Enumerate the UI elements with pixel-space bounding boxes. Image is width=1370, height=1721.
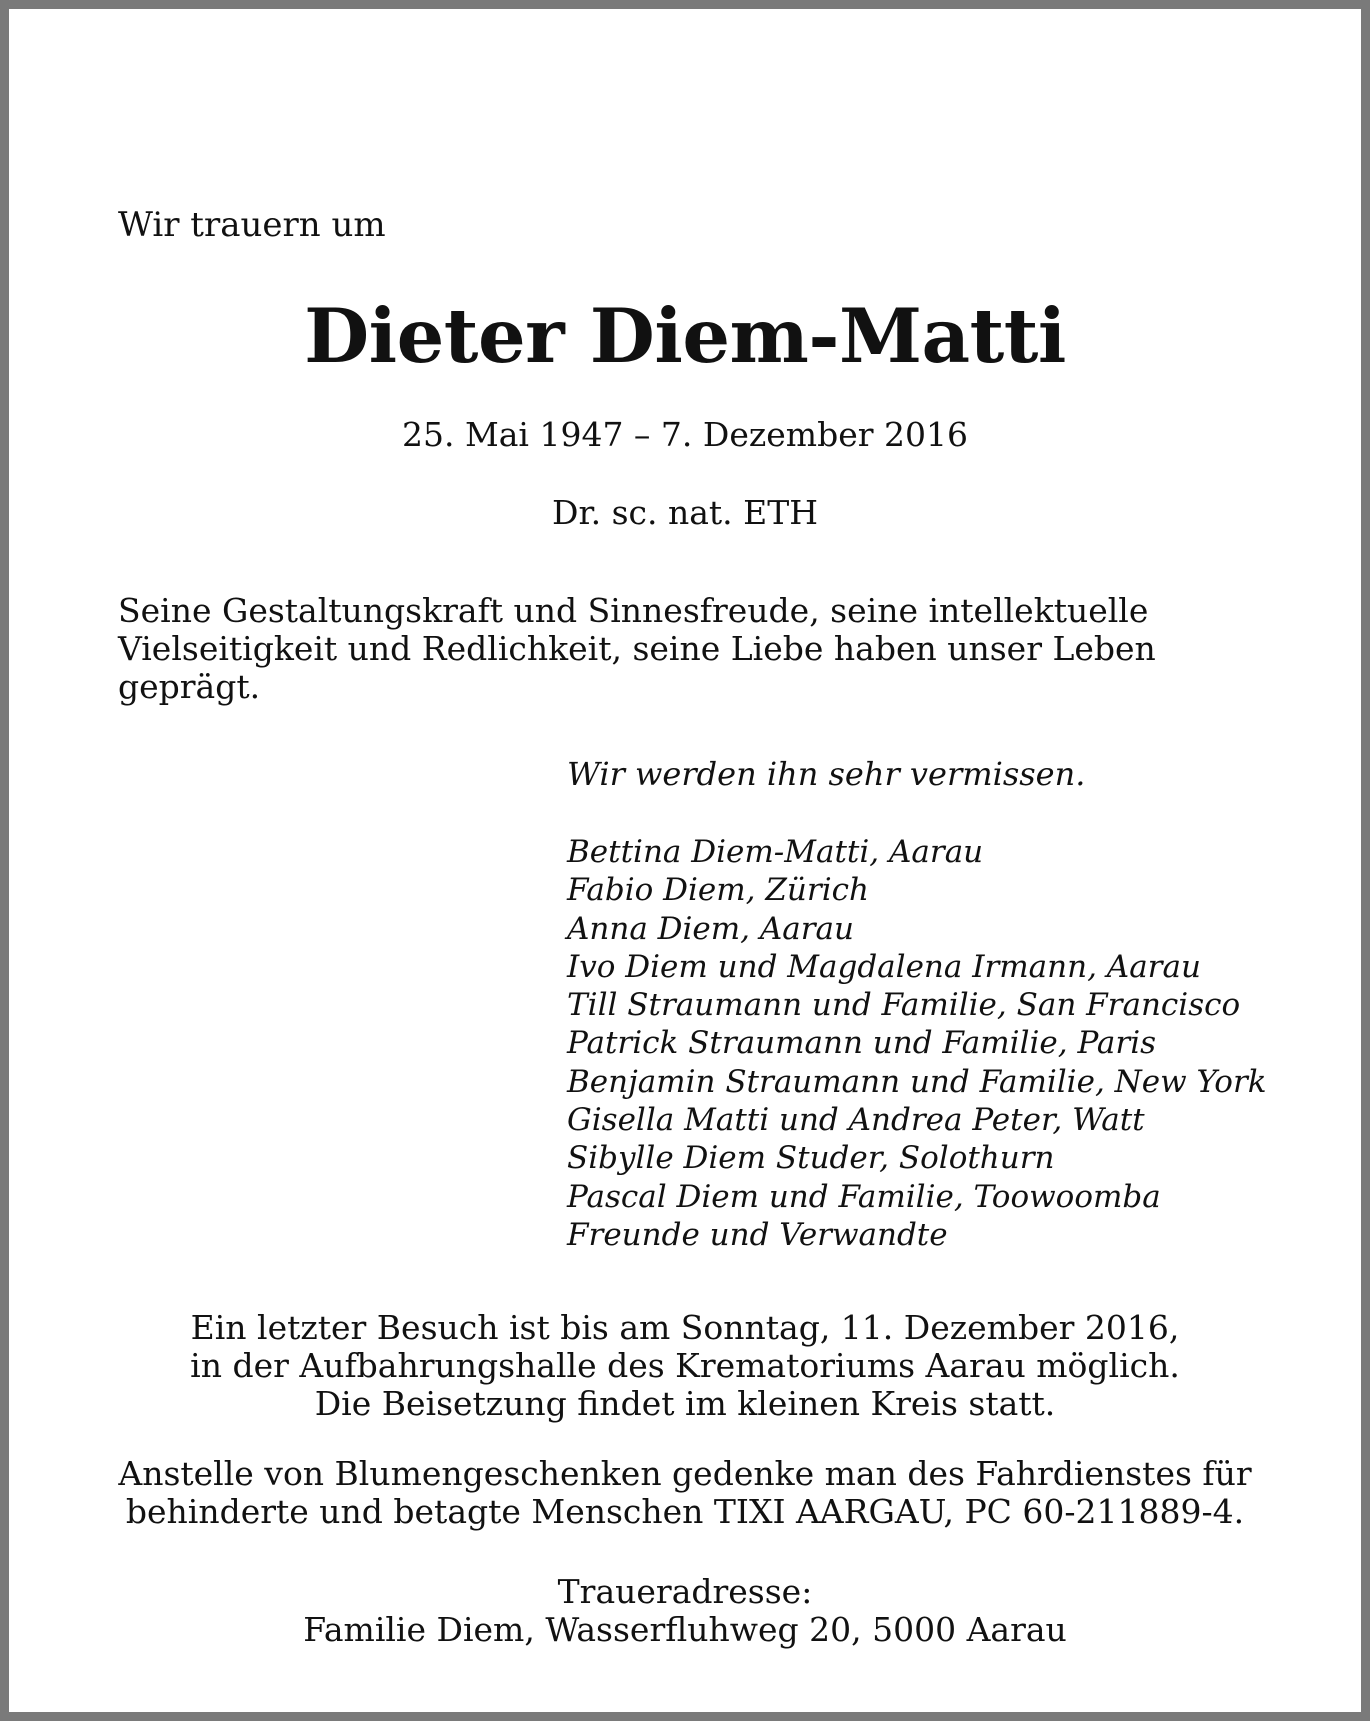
visit-line: Ein letzter Besuch ist bis am Sonntag, 11. Dezember 2016, bbox=[190, 1308, 1180, 1347]
tribute-line: Vielseitigkeit und Redlichkeit, seine Liebe haben unser Leben bbox=[118, 629, 1156, 668]
mourner-item: Fabio Diem, Zürich bbox=[567, 872, 869, 909]
donation-info bbox=[9, 1455, 1361, 1531]
obituary-page bbox=[9, 9, 1361, 1712]
mourner-item: Patrick Straumann und Familie, Paris bbox=[567, 1025, 1157, 1062]
mourner-item: Sibylle Diem Studer, Solothurn bbox=[567, 1140, 1055, 1177]
tribute-line: Seine Gestaltungskraft und Sinnesfreude, seine intellektuelle bbox=[118, 591, 1149, 630]
tribute-line: geprägt. bbox=[118, 667, 261, 706]
academic-title: Dr. sc. nat. ETH bbox=[551, 493, 819, 532]
donation-line: behinderte und betagte Menschen TIXI AARGAU, PC 60-211889-4. bbox=[125, 1492, 1245, 1531]
visit-line: in der Aufbahrungshalle des Krematoriums Aarau möglich. bbox=[190, 1346, 1180, 1385]
mourner-item: Till Straumann und Familie, San Francisco bbox=[567, 987, 1241, 1024]
mourner-item: Bettina Diem-Matti, Aarau bbox=[567, 834, 984, 870]
mourner-item: Pascal Diem und Familie, Toowoomba bbox=[567, 1178, 1161, 1215]
mourner-item: Freunde und Verwandte bbox=[567, 1216, 948, 1253]
intro-text: Wir trauern um bbox=[118, 205, 386, 245]
mourner-item: Gisella Matti und Andrea Peter, Watt bbox=[567, 1102, 1145, 1139]
mourning-address bbox=[9, 1573, 1361, 1649]
life-dates: 25. Mai 1947 – 7. Dezember 2016 bbox=[401, 415, 968, 454]
mourner-item: Anna Diem, Aarau bbox=[567, 910, 855, 947]
mourner-item: Ivo Diem und Magdalena Irmann, Aarau bbox=[567, 948, 1201, 985]
mourner-item: Benjamin Straumann und Familie, New York bbox=[567, 1063, 1267, 1100]
missing-statement: Wir werden ihn sehr vermissen. bbox=[567, 755, 1086, 793]
address-text: Familie Diem, Wasserfluhweg 20, 5000 Aarau bbox=[303, 1610, 1067, 1649]
mourners-list bbox=[567, 833, 1267, 1254]
address-label: Traueradresse: bbox=[557, 1572, 813, 1611]
donation-line: Anstelle von Blumengeschenken gedenke man des Fahrdienstes für bbox=[118, 1454, 1252, 1493]
visit-info bbox=[9, 1309, 1361, 1423]
visit-line: Die Beisetzung findet im kleinen Kreis statt. bbox=[314, 1384, 1056, 1423]
tribute-paragraph bbox=[118, 592, 1238, 706]
deceased-name: Dieter Diem-Matti bbox=[304, 292, 1066, 380]
